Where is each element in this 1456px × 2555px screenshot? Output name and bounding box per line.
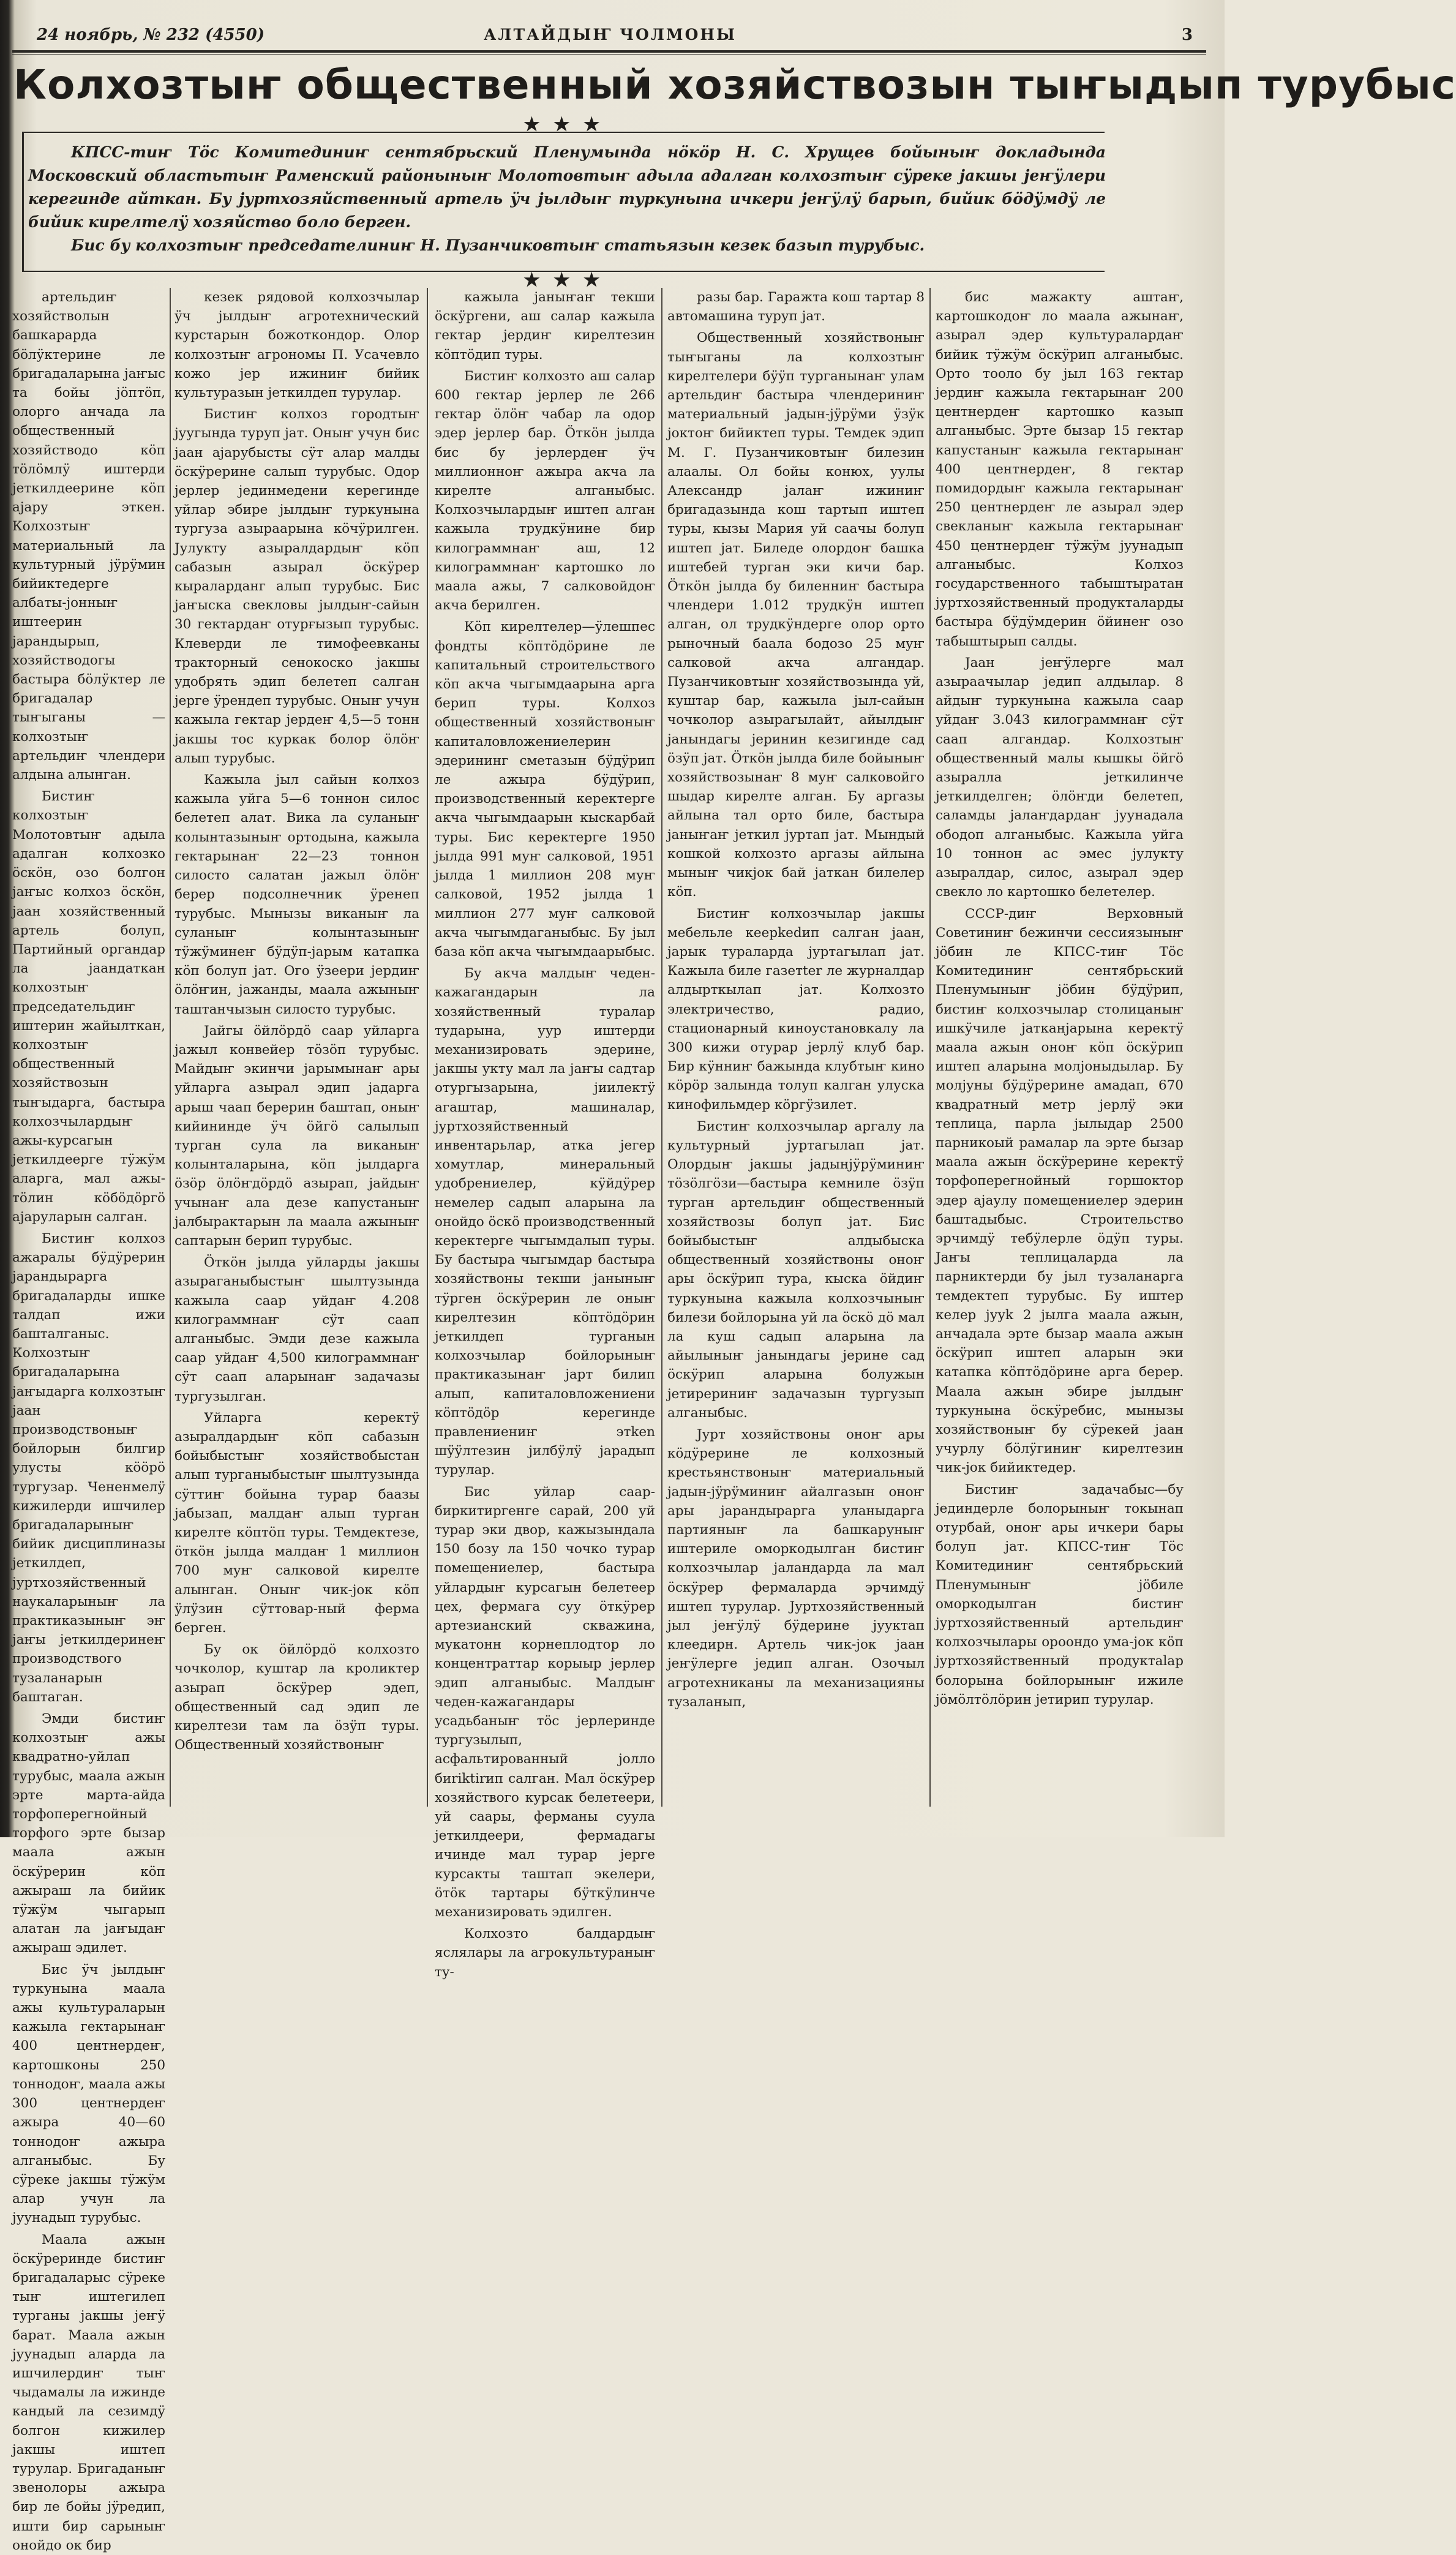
- column-1: [12, 288, 165, 2553]
- paragraph: Кажыла јыл сайын колхоз кажыла уйга 5—6 тоннон силос белетеп алат. Вика ла суланыҥ колынтазыныҥ ортодына, кажыла гектарынаҥ 22—23 тоннон силосто салатан јажыл ӧлӧҥ берер подсолнечник ӱренеп турубыс. Мынызы виканыҥ ла суланыҥ колынтазыныҥ тӱжӱминеҥ бӱдӱп-јарым катапка кӧп болуп јат. Ого ӱзеери јердиҥ ӧлӧҥин, јажанды, маала ажыныҥ таштанчызын силосто турубыс.: [174, 772, 419, 1017]
- paragraph: разы бар. Гаражта кош тартар 8 автомашина туруп јат.: [667, 290, 925, 325]
- stars-divider-top: ★★★: [523, 114, 614, 135]
- issue-date: 24 ноябрь, № 232 (4550): [37, 26, 265, 44]
- paragraph: бис мажакту аштаҥ, картошкодоҥ ло маала ажынаҥ, азырал эдер культуралардаҥ бийик тӱжӱм ӧскӱрип алганыбыс. Орто тооло бу јыл 163 гектар јердиҥ кажыла гектарынаҥ 200 центнердеҥ картошко казып алганыбыс. Эрте бызар 15 гектар капустаныҥ кажыла гектарынаҥ 400 центнердеҥ, 8 гектар помидордыҥ кажыла гектарынаҥ 250 центнердеҥ ле азырал эдер свекланыҥ кажыла гектарынаҥ 450 центнердеҥ тӱжӱм јуунадып алганыбыс. Колхоз государственного табыштыратан јуртхозяйственный продукталарды бастыра бӱдӱмдерин ӧйинеҥ озо табыштырып салды.: [936, 290, 1184, 649]
- newspaper-name: АЛТАЙДЫҤ ЧОЛМОНЫ: [484, 26, 737, 43]
- column-rule: [929, 288, 931, 1807]
- paragraph: кезек рядовой колхозчылар ӱч јылдыҥ агротехнический курстарын божоткондор. Олор колхозтыҥ агрономы П. Усачевло кожо јер ижиниҥ бийик культуразын јеткилдеп турулар.: [174, 290, 419, 401]
- paragraph: Бис ӱч јылдыҥ туркунына маала ажы культураларын кажыла гектарынаҥ 400 центнердеҥ, картошконы 250 тоннодоҥ, маала ажы 300 центнердеҥ ажыра 40—60 тоннодоҥ ажыра алганыбыс. Бу сӱреке јакшы тӱжӱм алар учун ла јуунадып турубыс.: [12, 1962, 165, 2226]
- article-headline: Колхозтыҥ общественный хозяйствозын тыҥыдып турубыс: [13, 61, 1456, 108]
- column-rule: [661, 288, 662, 1807]
- paragraph: Кӧп кирелтелер—ӱлешпес фондты кӧптӧдӧрине ле капитальный строительствого кӧп акча чыгымдаарына арга берип туры. Колхоз общественный хозяйствоныҥ капиталовложениелерин эдерининг сметазын бӱдӱрип ле ажыра бӱдӱрип, производственный керектерге акча чыгымдаарын кыскарбай туры. Бис керектерге 1950 јылда 991 муҥ салковой, 1951 јылда 1 миллион 208 муҥ салковой, 1952 јылда 1 миллион 277 муҥ салковой акча чыгымдаганыбыс. Бу јыл база кӧп акча чыгымдаарыбыс.: [435, 619, 655, 960]
- paragraph: Бистиҥ колхоз городтыҥ јуугында туруп јат. Оныҥ учун бис јаан ајарубысты сӱт алар малды ӧскӱрерине салып турубыс. Одор јерлер јединмедени керегинде уйлар эбире јылдыҥ туркунына тургуза азыраарына кӧчӱрилген. Јулукту азыралдардыҥ кӧп сабазын азырал ӧскӱрер кыраларданг алып турубыс. Бис јаҥыска свекловы јылдыҥ-сайын 30 гектардаҥ отурғызып турубыс. Клеверди ле тимофеевканы тракторный сенокоско јакшы удобрять эдип белетеп салган јерге ӱрендеп турубыс. Оныҥ учун кажыла гектар јердеҥ 4,5—5 тонн јакшы тос куркак болор ӧлӧҥ алып турубыс.: [174, 407, 419, 766]
- page-number: 3: [1181, 26, 1193, 44]
- column-3: [435, 288, 656, 1980]
- lead-paragraph: [28, 141, 1106, 257]
- paragraph: Бу акча малдыҥ чеден-кажагандарын ла хозяйственный туралар тударына, уур иштерди механизировать эдерине, јакшы укту мал ла јаҥы садтар отургызарына, јиилектӱ агаштар, машиналар, јуртхозяйственный инвентарьлар, атка јегер хомутлар, минеральный удобрениелер, кӱйдӱрер немелер садып аларына ла онойдо ӧскӧ производственный керектерге чыгымдалып туры. Бу бастыра чыгымдар бастыра хозяйствоны текши јаныныҥ тӱрген ӧскӱрерин ле оныҥ кирелтезин кӧптӧдӧрин јеткилдеп турганын колхозчылар бойлорыныҥ практиказынаҥ јарт билип алып, капиталовложениени кӧптӧдӧр керегинде правлениениҥ этken шӱӱлтезин јилбӱлӱ јарадып турулар.: [435, 966, 656, 1478]
- lead-text: КПСС-тиҥ Тӧс Комитединиҥ сентябрьский Пленумында нӧкӧр Н. С. Хрущев бойыныҥ докладында Московский областьтыҥ Раменский районыныҥ Молотовтыҥ адыла адалган колхозтыҥ сӱреке јакшы јеҥӱлери керегинде айткан. Бу јуртхозяйственный артель ӱч јылдыҥ туркунына ичкери јеҥӱлӱ барып, бийик бӧдӱмдӱ ле бийик кирелтелӱ хозяйство боло берген.: [28, 143, 1106, 231]
- paragraph: Јаан јеҥӱлерге мал азыраачылар једип алдылар. 8 айдыҥ туркунына кажыла саар уйдаҥ 3.043 килограммнаҥ сӱт саап алгандар. Колхозтыҥ общественный малы кышкы ӧйгӧ азыралла јеткилинче јеткилделген; ӧлӧҥди белетеп, саламды јалаҥдардаҥ јуунадала ободоп алганыбыс. Кажыла уйга 10 тоннон ас эмес јулукту азыралдар, силос, азырал эдер свекло ло картошко белетелер.: [936, 655, 1184, 900]
- column-4: [667, 288, 925, 1807]
- lead-text-2: Бис бу колхозтыҥ председателиниҥ Н. Пузанчиковтыҥ статьязын кезек базып турубыс.: [71, 236, 925, 254]
- paragraph: Бистиҥ задачабыс—бу јединдерле болорыныҥ токынап отурбай, оноҥ ары ичкери бары болуп јат. КПСС-тиҥ Тӧс Комитединиҥ сентябрьский Пленумыныҥ јӧбиле оморкодылган бистиҥ јуртхозяйственный артельдиҥ колхозчылары ороондо ума-јок кӧп јуртхозяйственный продуктаlар болорына бойлорыныҥ ижиле јӧмӧлтӧлӧрин јетирип турулар.: [936, 1481, 1184, 1707]
- paragraph: Колхозто балдардыҥ яслялары ла агрокультураныҥ ту-: [435, 1926, 655, 1980]
- column-rule: [170, 288, 171, 1807]
- paragraph: Ӧткӧн јылда уйларды јакшы азыраганыбыстыҥ шылтузында кажыла саар уйдаҥ 4.208 килограммнаҥ сӱт саап алганыбыс. Эмди дезе кажыла саар уйдаҥ 4,500 килограммнаҥ сӱт саап аларынаҥ задачазы тургузылган.: [174, 1255, 419, 1404]
- paragraph: СССР-диҥ Верховный Советиниҥ бежинчи сессиязыныҥ јӧбин ле КПСС-тиҥ Тӧс Комитединиҥ сентябрьский Пленумыныҥ јӧбин бӱдӱрип, бистиҥ колхозчылар столицаныҥ ишкӱчиле јатканјарына керектӱ маала ажын оноҥ кӧп ӧскӱрип иштеп аларына молјоныдылар. Бу молјуны бӱдӱрерине амадап, 670 квадратный метр јерлӱ эки теплица, парла јылыдар 2500 парникоый рамалар ла эрте бызар маала ажын ӧскӱрерине керектӱ торфоперегнойный горшоктор эдер ајаулу помещениелер эдерин баштадыбыс. Строительство эрчимдӱ тебӱлерле ӧдӱп туры. Јаҥы теплицаларда ла парниктерди бу јыл тузаланарга темдектеп турубыс. Бу иштер келер јууk 2 јылга маала ажын, анчадала эрте бызар маала ажын ӧскӱрип иштеп аларын эки катапка кӧптӧдӧрине арга берер. Маала ажын эбире јылдыҥ туркунына ӧскӱребис, мынызы хозяйствоныҥ бу сӱрекей јаан учурлу бӧлӱгиниҥ кирелтезин чик-јок бийиктедер.: [936, 906, 1184, 1476]
- column-2: [174, 288, 419, 1807]
- paragraph: Уйларга керектӱ азыралдардыҥ кӧп сабазын бойыбыстыҥ хозяйствобыстан алып турганыбыстыҥ шылтузында сӱттиҥ бойына турар баазы јабызап, малдаҥ алып турган кирелте кӧптӧп туры. Темдектезе, ӧткӧн јылда малдаҥ 1 миллион 700 муҥ салковой кирелте алынган. Оныҥ чик-јок кӧп ӱлӱзин сӱттовар-ный ферма берген.: [174, 1410, 419, 1636]
- paragraph: Бис уйлар саар-биркитиргенге сарай, 200 уй турар эки двор, кажызындала 150 бозу ла 150 чочко турар помещениелер, бастыра уйлардыҥ курсагын белетеер цех, фермага суу ӧткӱрер артезианский скважина, мукатонн корнеплодтор ло концентраттар корыыр јерлер эдип алганыбыс. Малдыҥ чеден-кажагандары усадьбаныҥ тӧс јерлеринде тургузылып, асфальтированный јолло биriktirип салган. Мал ӧскӱрер хозяйствого курсак белетеери, уй саары, ферманы суула јеткилдеери, фермадагы ичинде мал турар јерге курсакты таштап экелери, ӧтӧк тартары бӱткӱлинче механизировать эдилген.: [435, 1484, 655, 1921]
- page-header: [37, 23, 1200, 49]
- paragraph: артельдиҥ хозяйстволын башкарарда бӧлӱктерине ле бригадаларына јаҥыс та бойы јӧптӧп, олорго анчада ла общественный хозяйстводо кӧп тӧлӧмлӱ иштерди јеткилдеерине кӧп ајару эткен. Колхозтыҥ материальный ла культурный јӱрӱмин бийиктедерге албаты-јонныҥ иштеерин јарандырып, хозяйстводогы бастыра бӧлӱктер ле бригадалар тыҥыганы — колхозтыҥ артельдиҥ члендери алдына алынган.: [12, 290, 165, 783]
- paragraph: Маала ажын ӧскӱреринде бистиҥ бригадаларыс сӱреке тыҥ иштегилеп турганы јакшы јеҥӱ барат. Маала ажын јуунадып аларда ла ишчилердиҥ тыҥ чыдамалы ла ижинде кандый ла сезимдӱ болгон кижилер јакшы иштеп турулар. Бригаданыҥ звенолоры ажыра бир ле бойы јӱредип, ишти бир сарыныҥ онойдо ок бир: [12, 2232, 165, 2553]
- stars-divider-body: ★★★: [523, 269, 614, 291]
- paragraph: Эмди бистиҥ колхозтыҥ ажы квадратно-уйлап турубыс, маала ажын эрте марта-айда торфоперегнойный торфого эрте бызар маала ажын ӧскӱрерин кӧп ажыраш ла бийик тӱжӱм чыгарып алатан ла јаҥыдаҥ ажыраш эдилет.: [12, 1711, 165, 1956]
- paragraph: Бистиҥ колхозто аш салар 600 гектар јерлер ле 266 гектар ӧлӧҥ чабар ла одор эдер јерлер бар. Ӧткӧн јылда бис бу јерлердеҥ ӱч миллионноҥ ажыра акча ла кирелте алганыбыс. Колхозчылардыҥ иштеп алган кажыла трудкӱнине бир килограммнаҥ аш, 12 килограммнаҥ картошко ло маала ажы, 7 салковойдоҥ акча берилген.: [435, 368, 655, 614]
- paragraph: Бистиҥ колхозчылар аргалу ла культурный јуртагылап јат. Олордыҥ јакшы јадынјӱрӱминиҥ тӧзӧлгӧзи—бастыра кемниле ӧзӱп турган артельдиҥ общественный хозяйствозы болуп јат. Бис бойыбыстыҥ алдыбыска общественный хозяйствоны оноҥ ары ӧскӱрип тура, кыска ӧйдиҥ туркунына кажыла колхозчыныҥ билези бойлорына уй ла ӧскӧ дӧ мал ла куш садып аларына ла айылыныҥ јанындагы јерине сад ӧскӱрип аларына болужын јетирериниҥ задачазын тургузып алганыбыс.: [667, 1118, 925, 1421]
- paragraph: Бистиҥ колхоз ажаралы бӱдӱрерин јарандырарга бригадаларды ишке талдап ижи башталганыс. Колхозтыҥ бригадаларына јаҥыдарга колхозтыҥ јаан производствоныҥ бойлорын билгир улусты кӧӧрӧ тургузар. Чененмелӱ кижилерди ишчилер бригадаларыныҥ бийик дисциплиназы јеткилдеп, јуртхозяйственный наукаларыныҥ ла практиказыныҥ эҥ јаҥы јеткилдеринеҥ производствого тузаланарын баштаган.: [12, 1230, 165, 1705]
- paragraph: Бу ок ӧйлӧрдӧ колхозто чочколор, куштар ла кроликтер азырап ӧскӱрер эдеп, общественный сад эдип ле кирелтези там ла ӧзӱп туры. Общественный хозяйствоныҥ: [174, 1642, 419, 1753]
- header-rule: [12, 50, 1206, 53]
- paragraph: Јурт хозяйствоны оноҥ ары кӧдӱрерине ле колхозный крестьянствоныҥ материальный јадын-јӱрӱминиҥ айалгазын оноҥ ары јарандырарга уланыдарга партияныҥ ла башкаруныҥ иштериле оморкодылган бистиҥ колхозчылар јаландарда ла мал ӧскӱрер фермаларда эрчимдӱ иштеп турулар. Јуртхозяйственный јыл јеҥӱлӱ бӱдерине јууктап клеедирн. Артель чик-јок јаан јеҥӱлерге једип алган. Озочыл агротехниканы ла механизацияны тузаланып,: [667, 1426, 925, 1710]
- header-rule-thin: [12, 54, 1206, 55]
- paragraph: Јайгы ӧйлӧрдӧ саар уйларга јажыл конвейер тӧзӧп турубыс. Майдыҥ экинчи јарымынаҥ ары уйларга азырал эдип јадарга арыш чаап берерин баштап, оныҥ кийининде ӱч ӧйгӧ салылып турган сула ла виканыҥ колынталарына, кӧп јылдарга ӧзӧр ӧлӧҥдӧрдӧ азырап, јайдыҥ учынаҥ ала дезе капустаныҥ јалбырактарын ла маала ажыныҥ саптарын берип турубыс.: [174, 1023, 419, 1249]
- paragraph: Бистиҥ колхозтыҥ Молотовтыҥ адыла адалган колхозко ӧскӧн, озо болгон јаҥыс колхоз ӧскӧн, јаан хозяйственный артель болуп, Партийный органдар ла јаандаткан колхозтыҥ председательдиҥ иштерин жайылткан, колхозтыҥ общественный хозяйствозын тыҥыдарга, бастыра колхозчылардыҥ ажы-курсагын јеткилдеерге тӱжӱм аларга, мал ажы-тӧлин кӧбӧдӧргӧ ајаруларын салган.: [12, 789, 165, 1225]
- column-5: [936, 288, 1184, 1807]
- paragraph: Общественный хозяйствоныҥ тыҥыганы ла колхозтыҥ кирелтелери бӱӱп турганынаҥ улам артельдиҥ бастыра члендериниҥ материальный јадын-јӱрӱми ӱзӱк јоктоҥ бийиктеп туры. Темдек эдип М. Г. Пузанчиковтыҥ билезин алаалы. Ол бойы конюх, уулы Александр јалаҥ ижиниҥ бригадазында кош тартып иштеп туры, кызы Мария уй саачы болуп иштеп јат. Биледе олордоҥ башка иштебей турган эки кичи бар. Ӧткӧн јылда бу биленниҥ бастыра члендери 1.012 трудкӱн иштеп алган, ол трудкӱндерге олор орто рыночный баала бодозо 25 муҥ салковой акча алгандар. Пузанчиковтыҥ хозяйствозында уй, куштар бар, кажыла јыл-сайын чочколор азырагылайт, айылдыҥ јанындагы јеринин кезигинде сад ӧзӱп јат. Ӧткӧн јылда биле бойыныҥ хозяйствозынаҥ 8 муҥ салковойго шыдар кирелте алган. Бу аргазы айлына тал орто биле, бастыра јаныҥаҥ јеткил јуртап јат. Мындый кошкой колхозто аргазы айлына мыныҥ чикјок бай јаткан билелер кӧп.: [667, 330, 925, 900]
- paragraph: кажыла јаныҥаҥ текши ӧскӱргени, аш салар кажыла гектар јердиҥ кирелтезин кӧптӧдип туры.: [435, 290, 655, 363]
- paragraph: Бистиҥ колхозчылар јакшы мебельле кеерkedип салган јаан, јарык тураларда јуртагылап јат. Кажыла биле газетter ле журналдар алдырткылап јат. Колхозто электричество, радио, стационарный киноустановкалу ла 300 кижи отурар јерлӱ клуб бар. Бир кӱнниҥ бажында клубтыҥ кино кӧрӧр залында толуп калган улуска кинофильмдер кӧргӱзилет.: [667, 906, 925, 1113]
- column-rule: [427, 288, 428, 1807]
